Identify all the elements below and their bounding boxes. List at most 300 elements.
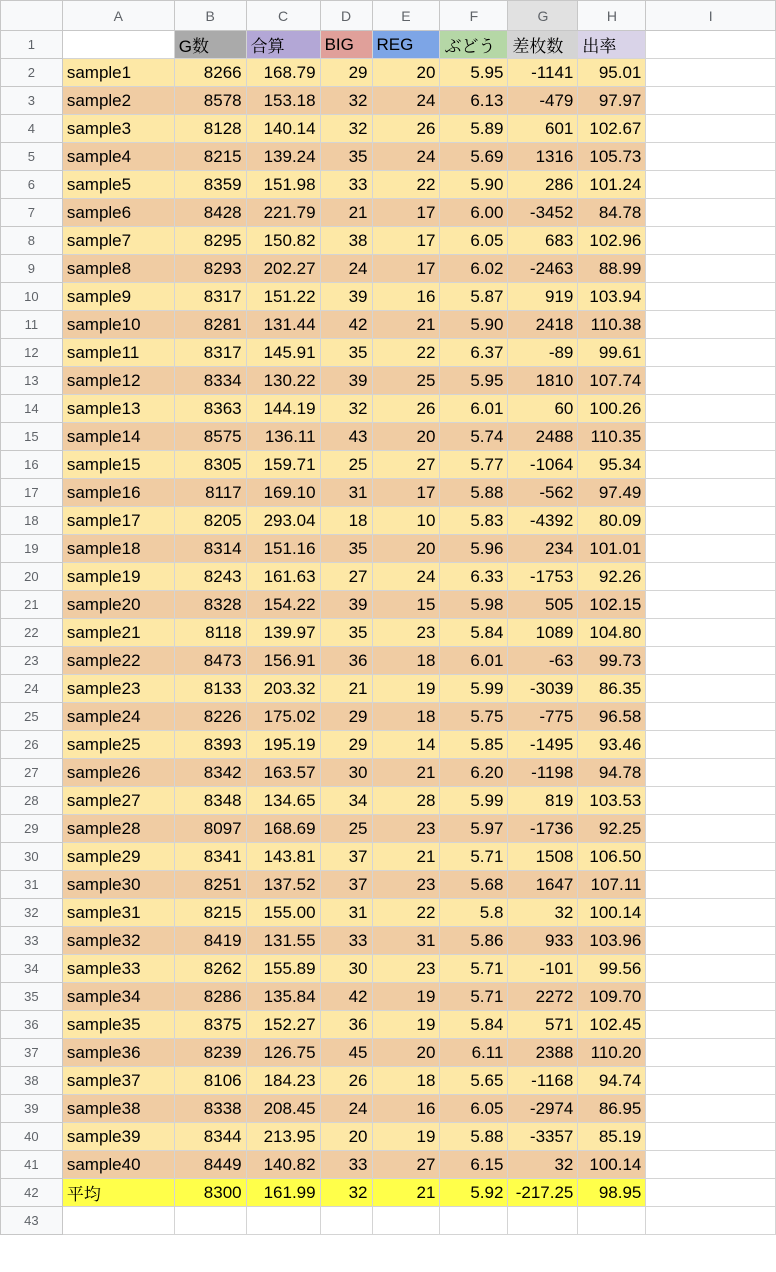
data-cell[interactable]: 32 [320,115,372,143]
row-number[interactable]: 11 [1,311,63,339]
cell[interactable] [646,647,776,675]
column-header-h[interactable]: H [578,1,646,31]
data-cell[interactable]: 5.84 [440,619,508,647]
data-cell[interactable]: 683 [508,227,578,255]
data-cell[interactable]: 203.32 [246,675,320,703]
data-cell[interactable]: 134.65 [246,787,320,815]
row-number[interactable]: 25 [1,703,63,731]
sample-name-cell[interactable]: sample13 [62,395,174,423]
data-cell[interactable]: 8133 [174,675,246,703]
data-cell[interactable]: 26 [372,395,440,423]
data-cell[interactable]: 1810 [508,367,578,395]
row-number[interactable]: 10 [1,283,63,311]
header-cell[interactable]: 差枚数 [508,31,578,59]
row-number[interactable]: 20 [1,563,63,591]
average-value-cell[interactable]: 21 [372,1179,440,1207]
data-cell[interactable]: 103.94 [578,283,646,311]
row-number[interactable]: 2 [1,59,63,87]
data-cell[interactable]: 8251 [174,871,246,899]
data-cell[interactable]: 159.71 [246,451,320,479]
data-cell[interactable]: 140.14 [246,115,320,143]
data-cell[interactable]: 5.87 [440,283,508,311]
column-header-d[interactable]: D [320,1,372,31]
data-cell[interactable]: 8097 [174,815,246,843]
data-cell[interactable]: 163.57 [246,759,320,787]
data-cell[interactable]: 104.80 [578,619,646,647]
data-cell[interactable]: 151.98 [246,171,320,199]
data-cell[interactable]: 95.01 [578,59,646,87]
data-cell[interactable]: -4392 [508,507,578,535]
data-cell[interactable]: 39 [320,591,372,619]
row-number[interactable]: 4 [1,115,63,143]
cell[interactable] [578,1207,646,1235]
sample-name-cell[interactable]: sample22 [62,647,174,675]
data-cell[interactable]: 168.69 [246,815,320,843]
data-cell[interactable]: 33 [320,927,372,955]
data-cell[interactable]: 139.97 [246,619,320,647]
data-cell[interactable]: 137.52 [246,871,320,899]
header-cell[interactable]: ぶどう [440,31,508,59]
cell[interactable] [646,871,776,899]
data-cell[interactable]: 8375 [174,1011,246,1039]
cell[interactable] [646,143,776,171]
cell[interactable] [646,311,776,339]
cell[interactable] [646,1095,776,1123]
data-cell[interactable]: 88.99 [578,255,646,283]
cell[interactable] [646,479,776,507]
data-cell[interactable]: 18 [372,703,440,731]
row-number[interactable]: 23 [1,647,63,675]
data-cell[interactable]: 103.96 [578,927,646,955]
data-cell[interactable]: 35 [320,535,372,563]
data-cell[interactable]: 32 [320,395,372,423]
row-number[interactable]: 26 [1,731,63,759]
cell[interactable] [646,367,776,395]
cell[interactable] [372,1207,440,1235]
data-cell[interactable]: 8106 [174,1067,246,1095]
column-header-b[interactable]: B [174,1,246,31]
data-cell[interactable]: 1089 [508,619,578,647]
cell[interactable] [646,1123,776,1151]
data-cell[interactable]: 25 [372,367,440,395]
row-number[interactable]: 39 [1,1095,63,1123]
cell[interactable] [646,199,776,227]
data-cell[interactable]: 131.44 [246,311,320,339]
data-cell[interactable]: 19 [372,675,440,703]
data-cell[interactable]: 27 [372,1151,440,1179]
data-cell[interactable]: 161.63 [246,563,320,591]
data-cell[interactable]: 5.77 [440,451,508,479]
data-cell[interactable]: 43 [320,423,372,451]
data-cell[interactable]: 5.98 [440,591,508,619]
data-cell[interactable]: 8473 [174,647,246,675]
data-cell[interactable]: 24 [372,143,440,171]
row-number[interactable]: 27 [1,759,63,787]
row-number[interactable]: 1 [1,31,63,59]
data-cell[interactable]: 31 [372,927,440,955]
data-cell[interactable]: 5.74 [440,423,508,451]
row-number[interactable]: 24 [1,675,63,703]
data-cell[interactable]: 6.11 [440,1039,508,1067]
data-cell[interactable]: 97.49 [578,479,646,507]
row-number[interactable]: 12 [1,339,63,367]
row-number[interactable]: 6 [1,171,63,199]
data-cell[interactable]: 29 [320,703,372,731]
data-cell[interactable]: 105.73 [578,143,646,171]
data-cell[interactable]: 8342 [174,759,246,787]
cell[interactable] [646,1067,776,1095]
cell[interactable] [320,1207,372,1235]
data-cell[interactable]: 39 [320,283,372,311]
data-cell[interactable]: 5.71 [440,843,508,871]
cell[interactable] [646,591,776,619]
row-number[interactable]: 35 [1,983,63,1011]
data-cell[interactable]: 150.82 [246,227,320,255]
data-cell[interactable]: 18 [372,1067,440,1095]
data-cell[interactable]: 36 [320,1011,372,1039]
row-number[interactable]: 22 [1,619,63,647]
data-cell[interactable]: 23 [372,955,440,983]
data-cell[interactable]: 33 [320,171,372,199]
sample-name-cell[interactable]: sample14 [62,423,174,451]
data-cell[interactable]: 107.74 [578,367,646,395]
data-cell[interactable]: 25 [320,451,372,479]
data-cell[interactable]: 5.96 [440,535,508,563]
data-cell[interactable]: -3357 [508,1123,578,1151]
data-cell[interactable]: 8363 [174,395,246,423]
data-cell[interactable]: 152.27 [246,1011,320,1039]
sample-name-cell[interactable]: sample31 [62,899,174,927]
sample-name-cell[interactable]: sample23 [62,675,174,703]
cell[interactable] [440,1207,508,1235]
data-cell[interactable]: 17 [372,199,440,227]
row-number[interactable]: 9 [1,255,63,283]
cell[interactable] [646,1039,776,1067]
data-cell[interactable]: -2463 [508,255,578,283]
data-cell[interactable]: 21 [320,675,372,703]
cell[interactable] [646,787,776,815]
data-cell[interactable]: -479 [508,87,578,115]
sample-name-cell[interactable]: sample5 [62,171,174,199]
data-cell[interactable]: 5.90 [440,171,508,199]
data-cell[interactable]: 18 [372,647,440,675]
sample-name-cell[interactable]: sample21 [62,619,174,647]
data-cell[interactable]: 155.89 [246,955,320,983]
data-cell[interactable]: 17 [372,255,440,283]
data-cell[interactable]: 293.04 [246,507,320,535]
data-cell[interactable]: 208.45 [246,1095,320,1123]
row-number[interactable]: 19 [1,535,63,563]
data-cell[interactable]: 96.58 [578,703,646,731]
data-cell[interactable]: 140.82 [246,1151,320,1179]
sample-name-cell[interactable]: sample34 [62,983,174,1011]
data-cell[interactable]: 130.22 [246,367,320,395]
data-cell[interactable]: 100.26 [578,395,646,423]
sample-name-cell[interactable]: sample16 [62,479,174,507]
data-cell[interactable]: -2974 [508,1095,578,1123]
data-cell[interactable]: 26 [320,1067,372,1095]
cell[interactable] [646,927,776,955]
data-cell[interactable]: 5.71 [440,955,508,983]
data-cell[interactable]: 92.26 [578,563,646,591]
data-cell[interactable]: 19 [372,983,440,1011]
cell[interactable] [174,1207,246,1235]
data-cell[interactable]: 35 [320,339,372,367]
data-cell[interactable]: 8305 [174,451,246,479]
header-cell[interactable]: G数 [174,31,246,59]
data-cell[interactable]: 6.13 [440,87,508,115]
sample-name-cell[interactable]: sample9 [62,283,174,311]
data-cell[interactable]: 8419 [174,927,246,955]
row-number[interactable]: 8 [1,227,63,255]
cell[interactable] [646,507,776,535]
data-cell[interactable]: 16 [372,1095,440,1123]
sample-name-cell[interactable]: sample25 [62,731,174,759]
data-cell[interactable]: 80.09 [578,507,646,535]
data-cell[interactable]: 17 [372,227,440,255]
data-cell[interactable]: 184.23 [246,1067,320,1095]
data-cell[interactable]: -1495 [508,731,578,759]
data-cell[interactable]: 8341 [174,843,246,871]
row-number[interactable]: 33 [1,927,63,955]
data-cell[interactable]: 5.90 [440,311,508,339]
row-number[interactable]: 18 [1,507,63,535]
data-cell[interactable]: -1064 [508,451,578,479]
data-cell[interactable]: 6.05 [440,1095,508,1123]
sample-name-cell[interactable]: sample3 [62,115,174,143]
data-cell[interactable]: 23 [372,871,440,899]
data-cell[interactable]: 20 [372,59,440,87]
data-cell[interactable]: 8205 [174,507,246,535]
data-cell[interactable]: 100.14 [578,1151,646,1179]
sample-name-cell[interactable]: sample2 [62,87,174,115]
data-cell[interactable]: 20 [320,1123,372,1151]
data-cell[interactable]: 8215 [174,143,246,171]
data-cell[interactable]: 37 [320,871,372,899]
cell[interactable] [646,1207,776,1235]
data-cell[interactable]: 32 [508,899,578,927]
header-cell[interactable] [62,31,174,59]
data-cell[interactable]: 110.35 [578,423,646,451]
data-cell[interactable]: 86.35 [578,675,646,703]
row-number[interactable]: 36 [1,1011,63,1039]
data-cell[interactable]: 2418 [508,311,578,339]
data-cell[interactable]: 37 [320,843,372,871]
cell[interactable] [646,899,776,927]
data-cell[interactable]: -1198 [508,759,578,787]
column-header-a[interactable]: A [62,1,174,31]
average-value-cell[interactable]: 8300 [174,1179,246,1207]
cell[interactable] [646,759,776,787]
data-cell[interactable]: 8239 [174,1039,246,1067]
sample-name-cell[interactable]: sample33 [62,955,174,983]
data-cell[interactable]: 5.84 [440,1011,508,1039]
sample-name-cell[interactable]: sample35 [62,1011,174,1039]
data-cell[interactable]: 8334 [174,367,246,395]
cell[interactable] [646,563,776,591]
data-cell[interactable]: 5.71 [440,983,508,1011]
data-cell[interactable]: 5.75 [440,703,508,731]
sample-name-cell[interactable]: sample24 [62,703,174,731]
cell[interactable] [646,451,776,479]
data-cell[interactable]: 20 [372,1039,440,1067]
row-number[interactable]: 43 [1,1207,63,1235]
data-cell[interactable]: 27 [320,563,372,591]
data-cell[interactable]: 110.38 [578,311,646,339]
data-cell[interactable]: 32 [508,1151,578,1179]
data-cell[interactable]: -1168 [508,1067,578,1095]
data-cell[interactable]: 131.55 [246,927,320,955]
cell[interactable] [646,1179,776,1207]
data-cell[interactable]: 8293 [174,255,246,283]
data-cell[interactable]: 6.05 [440,227,508,255]
data-cell[interactable]: 5.95 [440,367,508,395]
data-cell[interactable]: 8449 [174,1151,246,1179]
data-cell[interactable]: 151.16 [246,535,320,563]
data-cell[interactable]: -3039 [508,675,578,703]
sample-name-cell[interactable]: sample19 [62,563,174,591]
sample-name-cell[interactable]: sample8 [62,255,174,283]
data-cell[interactable]: 6.33 [440,563,508,591]
data-cell[interactable]: 286 [508,171,578,199]
data-cell[interactable]: 21 [372,311,440,339]
sample-name-cell[interactable]: sample38 [62,1095,174,1123]
data-cell[interactable]: 5.95 [440,59,508,87]
data-cell[interactable]: 8281 [174,311,246,339]
data-cell[interactable]: -1736 [508,815,578,843]
data-cell[interactable]: 5.97 [440,815,508,843]
cell[interactable] [646,59,776,87]
data-cell[interactable]: 35 [320,143,372,171]
data-cell[interactable]: 2272 [508,983,578,1011]
average-value-cell[interactable]: -217.25 [508,1179,578,1207]
data-cell[interactable]: 153.18 [246,87,320,115]
data-cell[interactable]: 26 [372,115,440,143]
data-cell[interactable]: 20 [372,423,440,451]
row-number[interactable]: 17 [1,479,63,507]
row-number[interactable]: 3 [1,87,63,115]
cell[interactable] [646,1151,776,1179]
data-cell[interactable]: 8118 [174,619,246,647]
data-cell[interactable]: 933 [508,927,578,955]
data-cell[interactable]: 135.84 [246,983,320,1011]
data-cell[interactable]: 102.45 [578,1011,646,1039]
data-cell[interactable]: 8262 [174,955,246,983]
data-cell[interactable]: -3452 [508,199,578,227]
data-cell[interactable]: 8266 [174,59,246,87]
row-number[interactable]: 21 [1,591,63,619]
data-cell[interactable]: 143.81 [246,843,320,871]
data-cell[interactable]: 20 [372,535,440,563]
data-cell[interactable]: 29 [320,59,372,87]
cell[interactable] [246,1207,320,1235]
data-cell[interactable]: 819 [508,787,578,815]
data-cell[interactable]: 16 [372,283,440,311]
header-cell[interactable]: 出率 [578,31,646,59]
row-number[interactable]: 28 [1,787,63,815]
data-cell[interactable]: 1647 [508,871,578,899]
header-cell[interactable]: 合算 [246,31,320,59]
data-cell[interactable]: 8428 [174,199,246,227]
data-cell[interactable]: 24 [320,255,372,283]
column-header-c[interactable]: C [246,1,320,31]
sample-name-cell[interactable]: sample10 [62,311,174,339]
sample-name-cell[interactable]: sample15 [62,451,174,479]
cell[interactable] [646,815,776,843]
data-cell[interactable]: 42 [320,983,372,1011]
data-cell[interactable]: 8243 [174,563,246,591]
data-cell[interactable]: 21 [372,759,440,787]
cell[interactable] [646,115,776,143]
sample-name-cell[interactable]: sample39 [62,1123,174,1151]
sample-name-cell[interactable]: sample7 [62,227,174,255]
data-cell[interactable]: 2388 [508,1039,578,1067]
sample-name-cell[interactable]: sample18 [62,535,174,563]
data-cell[interactable]: 8578 [174,87,246,115]
data-cell[interactable]: 6.00 [440,199,508,227]
data-cell[interactable]: 6.37 [440,339,508,367]
data-cell[interactable]: 5.99 [440,787,508,815]
data-cell[interactable]: 100.14 [578,899,646,927]
cell[interactable] [646,983,776,1011]
average-value-cell[interactable]: 5.92 [440,1179,508,1207]
data-cell[interactable]: 2488 [508,423,578,451]
data-cell[interactable]: 19 [372,1123,440,1151]
data-cell[interactable]: 101.24 [578,171,646,199]
row-number[interactable]: 37 [1,1039,63,1067]
data-cell[interactable]: 8215 [174,899,246,927]
sample-name-cell[interactable]: sample6 [62,199,174,227]
sample-name-cell[interactable]: sample11 [62,339,174,367]
row-number[interactable]: 32 [1,899,63,927]
cell[interactable] [646,171,776,199]
data-cell[interactable]: 136.11 [246,423,320,451]
cell[interactable] [646,535,776,563]
data-cell[interactable]: 195.19 [246,731,320,759]
data-cell[interactable]: 22 [372,171,440,199]
data-cell[interactable]: 5.68 [440,871,508,899]
data-cell[interactable]: 6.15 [440,1151,508,1179]
data-cell[interactable]: 94.74 [578,1067,646,1095]
data-cell[interactable]: 8317 [174,339,246,367]
data-cell[interactable]: 103.53 [578,787,646,815]
average-value-cell[interactable]: 161.99 [246,1179,320,1207]
sample-name-cell[interactable]: sample37 [62,1067,174,1095]
cell[interactable] [646,955,776,983]
data-cell[interactable]: 25 [320,815,372,843]
cell[interactable] [646,423,776,451]
data-cell[interactable]: 99.61 [578,339,646,367]
data-cell[interactable]: 8128 [174,115,246,143]
data-cell[interactable]: 6.20 [440,759,508,787]
data-cell[interactable]: 39 [320,367,372,395]
data-cell[interactable]: 5.8 [440,899,508,927]
data-cell[interactable]: 84.78 [578,199,646,227]
column-header-g[interactable]: G [508,1,578,31]
row-number[interactable]: 29 [1,815,63,843]
data-cell[interactable]: 505 [508,591,578,619]
data-cell[interactable]: 18 [320,507,372,535]
data-cell[interactable]: 21 [320,199,372,227]
sample-name-cell[interactable]: sample27 [62,787,174,815]
data-cell[interactable]: 42 [320,311,372,339]
data-cell[interactable]: 5.88 [440,479,508,507]
row-number[interactable]: 42 [1,1179,63,1207]
row-number[interactable]: 31 [1,871,63,899]
data-cell[interactable]: 93.46 [578,731,646,759]
data-cell[interactable]: 30 [320,759,372,787]
row-number[interactable]: 30 [1,843,63,871]
